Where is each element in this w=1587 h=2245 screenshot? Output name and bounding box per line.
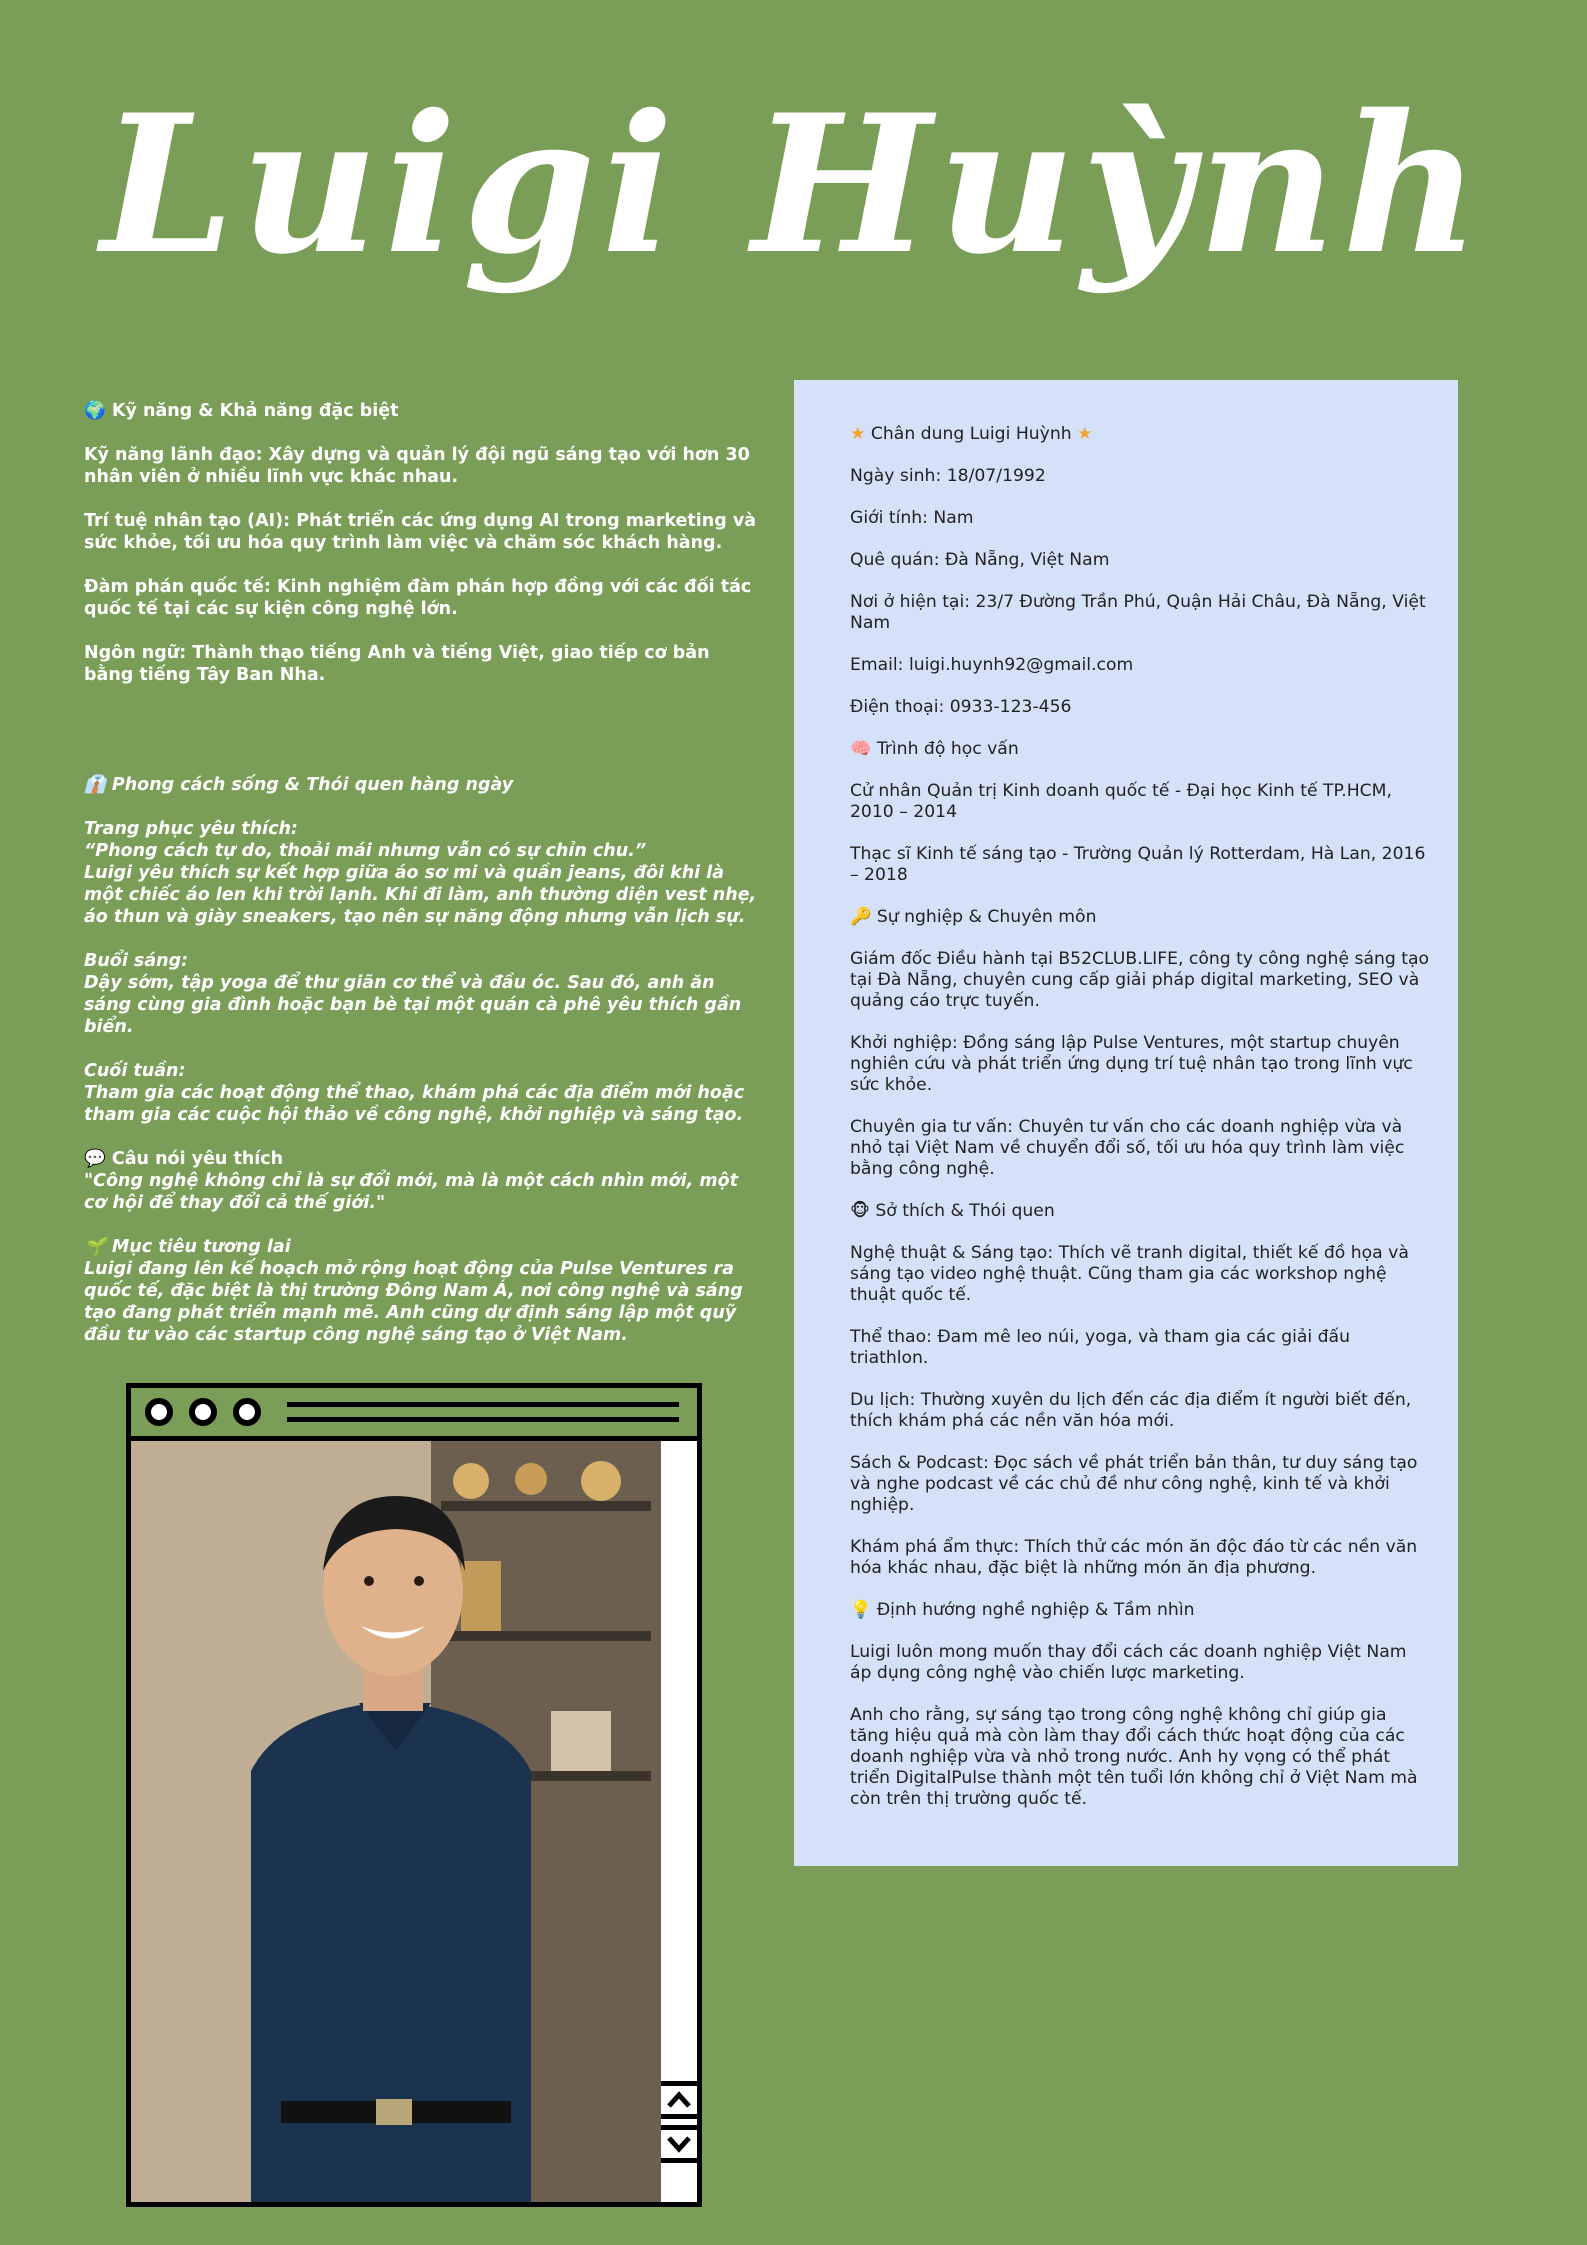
vision-heading: 💡 Định hướng nghề nghiệp & Tầm nhìn xyxy=(850,1600,1195,1620)
career-item: Chuyên gia tư vấn: Chuyên tư vấn cho các doanh nghiệp vừa và nhỏ tại Việt Nam về chuyển đổi số, tối ưu hóa quy trình làm việc bằng công nghệ. xyxy=(850,1117,1405,1179)
career-item: Giám đốc Điều hành tại B52CLUB.LIFE, công ty công nghệ sáng tạo tại Đà Nẵng, chuyên cung cấp giải pháp digital marketing, SEO và quảng cáo trực tuyến. xyxy=(850,949,1430,1011)
profile-content xyxy=(850,424,1430,1831)
hometown: Quê quán: Đà Nẵng, Việt Nam xyxy=(850,550,1110,570)
style-text: Luigi yêu thích sự kết hợp giữa áo sơ mi và quần jeans, đôi khi là một chiếc áo len khi trời lạnh. Khi đi làm, anh thường diện vest nhẹ, áo thun và giày sneakers, tạo nên sự năng động nhưng vẫn lịch sự. xyxy=(84,863,757,927)
weekend-label: Cuối tuần: xyxy=(84,1061,186,1081)
morning-block xyxy=(84,950,764,1038)
phone: Điện thoại: 0933-123-456 xyxy=(850,697,1072,717)
scroll-up-button[interactable] xyxy=(661,2081,697,2119)
hobby-item: Du lịch: Thường xuyên du lịch đến các địa điểm ít người biết đến, thích khám phá các nền văn hóa mới. xyxy=(850,1390,1412,1431)
career-item: Khởi nghiệp: Đồng sáng lập Pulse Ventures, một startup chuyên nghiên cứu và phát triển ứng dụng trí tuệ nhân tạo trong lĩnh vực sức khỏe. xyxy=(850,1033,1413,1095)
title-bar-line xyxy=(287,1402,679,1407)
page-title: Luigi Huỳnh xyxy=(100,73,1487,296)
career-heading: 🔑 Sự nghiệp & Chuyên môn xyxy=(850,907,1097,927)
star-icon: ★ xyxy=(1077,424,1093,444)
gender: Giới tính: Nam xyxy=(850,508,974,528)
education-item: Thạc sĩ Kinh tế sáng tạo - Trường Quản lý Rotterdam, Hà Lan, 2016 – 2018 xyxy=(850,844,1426,885)
portrait-photo xyxy=(131,1441,666,2202)
morning-label: Buổi sáng: xyxy=(84,951,189,971)
lifestyle-heading: 👔 Phong cách sống & Thói quen hàng ngày xyxy=(84,775,514,795)
style-quote: “Phong cách tự do, thoải mái nhưng vẫn có sự chỉn chu.” xyxy=(84,841,647,861)
hobby-item: Thể thao: Đam mê leo núi, yoga, và tham gia các giải đấu triathlon. xyxy=(850,1327,1350,1368)
email: Email: luigi.huynh92@gmail.com xyxy=(850,655,1134,675)
goal-block xyxy=(84,1236,764,1346)
skill-item: Kỹ năng lãnh đạo: Xây dựng và quản lý đội ngũ sáng tạo với hơn 30 nhân viên ở nhiều lĩnh vực khác nhau. xyxy=(84,445,750,487)
star-icon: ★ xyxy=(850,424,866,444)
photo-window-frame xyxy=(126,1383,702,2207)
window-dot-icon xyxy=(189,1398,217,1426)
quote-heading: 💬 Câu nói yêu thích xyxy=(84,1149,284,1169)
weekend-block xyxy=(84,1060,764,1126)
skill-item: Ngôn ngữ: Thành thạo tiếng Anh và tiếng Việt, giao tiếp cơ bản bằng tiếng Tây Ban Nha. xyxy=(84,643,710,685)
scrollbar[interactable] xyxy=(661,1441,697,2202)
style-label: Trang phục yêu thích: xyxy=(84,819,298,839)
hobby-item: Nghệ thuật & Sáng tạo: Thích vẽ tranh digital, thiết kế đồ họa và sáng tạo video nghệ thuật. Cũng tham gia các workshop nghệ thuật quốc tế. xyxy=(850,1243,1409,1305)
vision-item: Luigi luôn mong muốn thay đổi cách các doanh nghiệp Việt Nam áp dụng công nghệ vào chiến lược marketing. xyxy=(850,1642,1407,1683)
window-title-bar xyxy=(131,1388,697,1441)
window-dot-icon xyxy=(233,1398,261,1426)
scroll-down-button[interactable] xyxy=(661,2125,697,2163)
quote-text: "Công nghệ không chỉ là sự đổi mới, mà là một cách nhìn mới, một cơ hội để thay đổi cả thế giới." xyxy=(84,1171,739,1213)
hobby-item: Khám phá ẩm thực: Thích thử các món ăn độc đáo từ các nền văn hóa khác nhau, đặc biệt là những món ăn địa phương. xyxy=(850,1537,1418,1578)
address: Nơi ở hiện tại: 23/7 Đường Trần Phú, Quận Hải Châu, Đà Nẵng, Việt Nam xyxy=(850,592,1426,633)
portrait-illustration xyxy=(131,1441,661,2202)
goal-text: Luigi đang lên kế hoạch mở rộng hoạt động của Pulse Ventures ra quốc tế, đặc biệt là thị trường Đông Nam Á, nơi công nghệ và sáng tạo đang phát triển mạnh mẽ. Anh cũng dự định sáng lập một quỹ đầu tư vào các startup công nghệ sáng tạo ở Việt Nam. xyxy=(84,1259,743,1345)
education-heading: 🧠 Trình độ học vấn xyxy=(850,739,1019,759)
weekend-text: Tham gia các hoạt động thể thao, khám phá các địa điểm mới hoặc tham gia các cuộc hội thảo về công nghệ, khởi nghiệp và sáng tạo. xyxy=(84,1083,745,1125)
hobby-item: Sách & Podcast: Đọc sách về phát triển bản thân, tư duy sáng tạo và nghe podcast về các chủ đề như công nghệ, kinh tế và khởi nghiệp. xyxy=(850,1453,1418,1515)
skill-item: Đàm phán quốc tế: Kinh nghiệm đàm phán hợp đồng với các đối tác quốc tế tại các sự kiện công nghệ lớn. xyxy=(84,577,752,619)
dob: Ngày sinh: 18/07/1992 xyxy=(850,466,1046,486)
window-dot-icon xyxy=(145,1398,173,1426)
goal-heading: 🌱 Mục tiêu tương lai xyxy=(84,1237,291,1257)
chevron-down-icon xyxy=(666,2134,692,2154)
education-item: Cử nhân Quản trị Kinh doanh quốc tế - Đại học Kinh tế TP.HCM, 2010 – 2014 xyxy=(850,781,1392,822)
left-column xyxy=(84,400,764,1368)
title-bar-line xyxy=(287,1417,679,1422)
vision-item: Anh cho rằng, sự sáng tạo trong công nghệ không chỉ giúp gia tăng hiệu quả mà còn làm thay đổi cách thức hoạt động của các doanh nghiệp vừa và nhỏ trong nước. Anh hy vọng có thể phát triển DigitalPulse thành một tên tuổi lớn không chỉ ở Việt Nam mà còn trên thị trường quốc tế. xyxy=(850,1705,1418,1809)
chevron-up-icon xyxy=(666,2090,692,2110)
portrait-heading xyxy=(850,424,1430,445)
spacer xyxy=(84,708,764,774)
hobby-heading: 🐵 Sở thích & Thói quen xyxy=(850,1201,1055,1221)
quote-block xyxy=(84,1148,764,1214)
skills-heading: 🌍 Kỹ năng & Khả năng đặc biệt xyxy=(84,401,399,421)
portrait-heading-text: Chân dung Luigi Huỳnh xyxy=(870,424,1072,444)
style-block xyxy=(84,818,764,928)
skill-item: Trí tuệ nhân tạo (AI): Phát triển các ứng dụng AI trong marketing và sức khỏe, tối ưu hóa quy trình làm việc và chăm sóc khách hàng. xyxy=(84,511,757,553)
morning-text: Dậy sớm, tập yoga để thư giãn cơ thể và đầu óc. Sau đó, anh ăn sáng cùng gia đình hoặc bạn bè tại một quán cà phê yêu thích gần biển. xyxy=(84,973,742,1037)
profile-panel xyxy=(794,380,1458,1866)
